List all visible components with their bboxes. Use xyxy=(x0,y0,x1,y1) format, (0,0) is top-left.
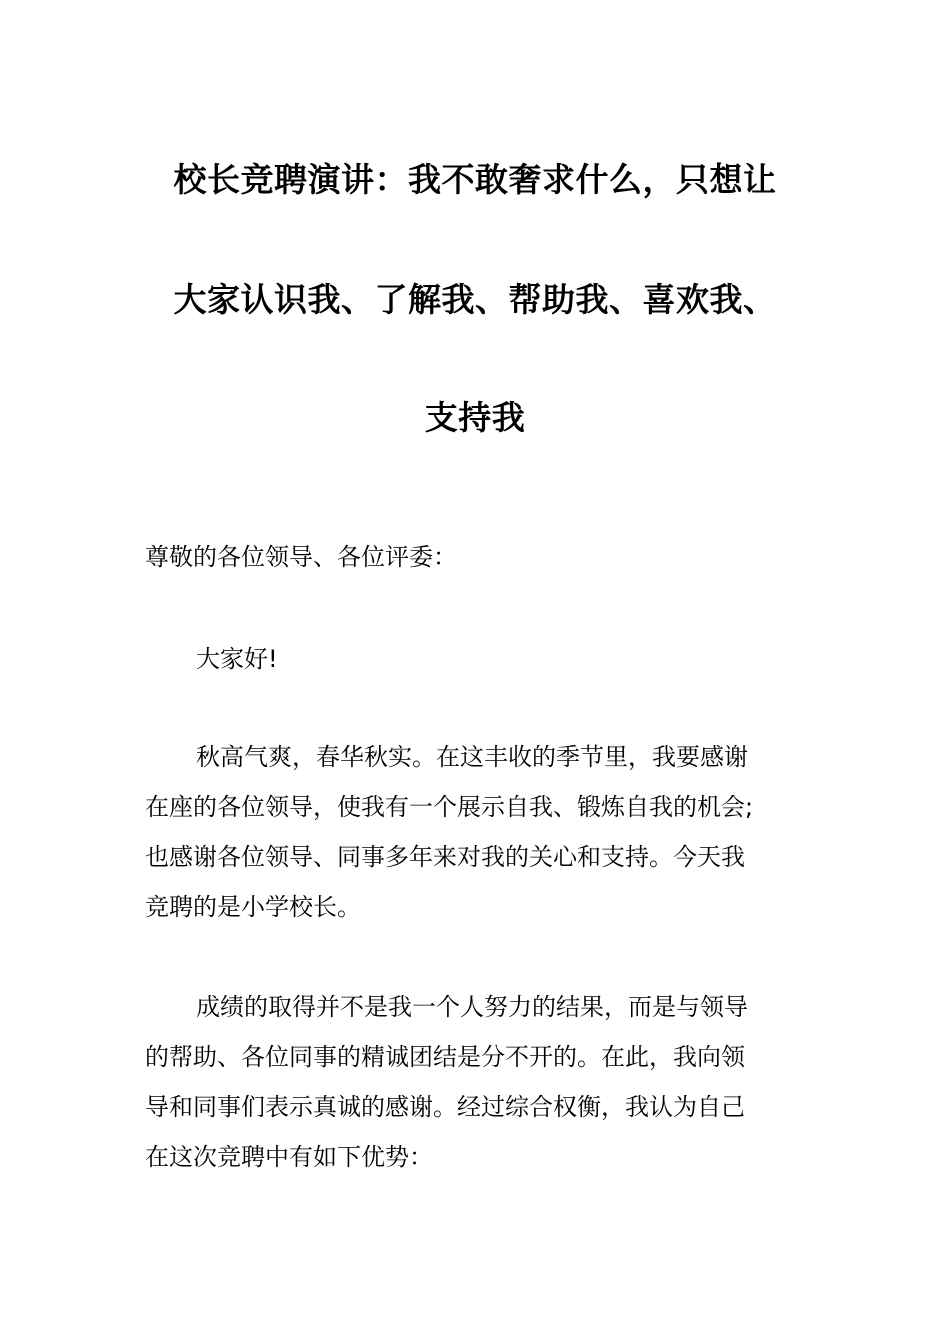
paragraph-2-line-2: 的帮助、各位同事的精诚团结是分不开的。在此，我向领 xyxy=(145,1043,745,1071)
title-line-2: 大家认识我、了解我、帮助我、喜欢我、 xyxy=(173,280,777,319)
paragraph-2 xyxy=(145,990,810,1190)
paragraph-1-line-4: 竞聘的是小学校长。 xyxy=(145,893,361,921)
salutation: 尊敬的各位领导、各位评委： xyxy=(145,543,457,571)
paragraph-2-line-1: 成绩的取得并不是我一个人努力的结果，而是与领导 xyxy=(196,993,748,1021)
greeting: 大家好! xyxy=(196,645,278,673)
paragraph-2-line-3: 导和同事们表示真诚的感谢。经过综合权衡，我认为自己 xyxy=(145,1093,745,1121)
paragraph-1 xyxy=(145,740,810,940)
title-line-1: 校长竞聘演讲：我不敢奢求什么，只想让 xyxy=(173,160,777,199)
title-line-3: 支持我 xyxy=(424,398,526,437)
paragraph-1-line-3: 也感谢各位领导、同事多年来对我的关心和支持。今天我 xyxy=(145,843,745,871)
paragraph-1-line-1: 秋高气爽，春华秋实。在这丰收的季节里，我要感谢 xyxy=(196,743,748,771)
paragraph-1-line-2: 在座的各位领导，使我有一个展示自我、锻炼自我的机会; xyxy=(145,793,754,821)
paragraph-2-line-4: 在这次竞聘中有如下优势： xyxy=(145,1143,433,1171)
